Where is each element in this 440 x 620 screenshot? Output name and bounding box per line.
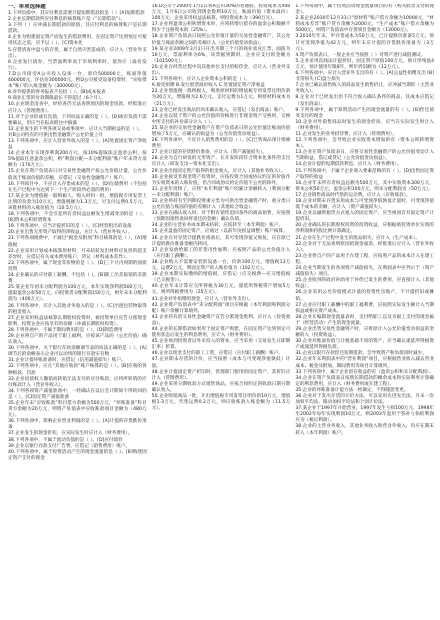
question-paragraph: 3.下列（ ）应冲减长期借款的原值，其应付利息的核算账户是长期借款。 <box>8 23 147 35</box>
question-paragraph: 14.企业计提的短期借款利息，应计入（财务费用）。 <box>295 162 402 168</box>
question-paragraph: 5.存货清查中盘亏的存货，属于自然灾害造成的，应计入（营业外支出）。 <box>8 47 147 59</box>
question-paragraph: 13.企业在资产负债表日，应将交易性金融资产的公允价值变动计入当期损益，借记或贷记（公允价值变动损益）。 <box>295 150 434 162</box>
question-paragraph: 23.下列各项中，属于现金等价物的是（ ）。[D]三个月内到期的国债投资 <box>8 260 147 272</box>
question-paragraph: 24.企业当期发生的各项资产减值损失，在利润表中应列示于（资产减值损失）项目。 <box>295 266 434 278</box>
question-paragraph: 41.企业对外捐赠的现金，应计入（营业外支出）。 <box>151 296 254 302</box>
question-paragraph: 2.某企业2010年12月31日“原材料”账户借方余额为10000元，“材料成本差异”账户贷方余额为2000元，“生产成本”账户借方余额为5000元，则资产负债表中存货项目金额为（13000元）。 <box>295 16 434 34</box>
question-paragraph: 12.企业发生的下列各项交易或事项中，应计入当期损益的是（ ）。 <box>8 126 144 132</box>
question-paragraph: 22.企业增值税一般纳税人，购进原材料的增值税专用发票注明价款为20万元，增值税为2.6万元，支付运费为1万元，则原材料成本为（21万元）。 <box>151 89 291 107</box>
question-paragraph: 29.企业将自产的产品用于职工福利，应按该产品的（公允价值）确认收入。 <box>8 333 147 346</box>
question-paragraph: 2.企业长期借款所应付利息的核算账户是（“长期借款”）。 <box>8 17 126 23</box>
question-paragraph: 16.企业年末所有者权益总额为500万元，其中实收资本300万元，资本公积50万元，盈余公积100万元，则未分配利润为（50万元）。 <box>295 180 434 192</box>
question-paragraph: 21.企业在生产过程中发生的废品损失，应计入（生产成本）。 <box>295 235 420 241</box>
question-paragraph: 27.企业计提的存货跌价准备，应计入（资产减值损失）。 <box>151 150 267 156</box>
question-paragraph: 17.企业销售商品时代垫的运杂费，应计入（应收账款）。 <box>295 192 411 198</box>
column-right <box>295 4 434 618</box>
question-paragraph: 31.企业以银行存款偿还短期借款，会导致资产和负债同时减少。 <box>295 351 427 357</box>
question-paragraph: 35.企业的坏账准备计提方法一经确定，不得随意变更。 <box>295 387 409 393</box>
question-paragraph: 19.企业以融资租赁方式租入的固定资产，应当视同自有固定资产计提折旧。 <box>295 211 434 223</box>
question-paragraph: 11.企业发生的业务招待费，应计入（管理费用）。 <box>295 131 397 137</box>
question-paragraph: 48.企业计提固定资产折旧时，管理部门使用的固定资产，其折旧应计入（管理费用）。 <box>151 369 291 381</box>
question-paragraph: 34.企业在资产负债表日按照长期借款的摊余成本和实际利率计算确定的利息费用，应计入（财务费用或在建工程）。 <box>295 375 434 387</box>
question-paragraph: 31.企业年度终了，应将“本年利润”账户的累计余额转入（利润分配—未分配利润）账户。 <box>151 186 291 198</box>
question-paragraph: 40.下列各项中，属于投资活动产生的现金流量的是（ ）。[B]购建固定资产支付的现金 <box>8 449 147 461</box>
question-paragraph: 20.企业确认的长期股权投资的投资收益，应根据被投资单位实现的净利润和持股比例计算确定。 <box>295 223 434 235</box>
question-paragraph: 38.企业的主营业务收入、其他业务收入和营业外收入，均应在期末转入（本年利润）账户。 <box>295 424 434 436</box>
question-paragraph: 37.企业发生的现金折扣，在实际发生时应计入（财务费用）。 <box>8 431 133 437</box>
question-paragraph: 7.D公司接受A公司投入设备一台，原价500000元，账面净值400000元，评估价300000元，则D公司接受设备投资时，“实收资本”账户的入账金额为（300000元）。 <box>8 71 147 90</box>
question-paragraph: 28.企业为自行研发的无形资产，在开发阶段符合资本化条件的支出应计入（研发支出—资本化支出）。 <box>151 156 291 168</box>
question-paragraph: 11.对于企业的或有负债，下列说法正确的是（ ）。[D]或有负债不需要确认，但应当在报表附注中披露 <box>8 114 147 126</box>
question-paragraph: 27.企业采用权益法核算长期股权投资时，被投资单位宣告分派现金股利，投资企业应按享有的份额（冲减长期股权投资）。 <box>8 315 147 327</box>
question-paragraph: 37.某企业于1997年开始营业，1997年发生亏损100万元，1998年至2002年每年实现利润10万元，则2003年起用于弥补亏损的利润应为（税后利润）。 <box>295 406 434 424</box>
question-paragraph: 19.下列各项中，应当计提折旧的是（ ）。[C]经营租出的设备 <box>8 224 132 230</box>
question-paragraph: 17.企业将盈余公积转增资本时，应将转增后留存的盈余公积数额不得少于注册资本的（25%）。 <box>151 22 291 34</box>
question-paragraph: 13.下列各项中，应计入营业外收入的是（ ）。[A]处置固定资产净收益 <box>8 138 147 151</box>
question-paragraph: 对B公司持有的可供出售金融资产公允价值上升 <box>8 132 104 138</box>
question-paragraph: 15.企业在资产负债表日对交易性金融资产按公允价值计量，公允价值高于账面价值的差额，应借记（交易性金融资产）账户。 <box>8 169 147 181</box>
question-paragraph: 24.企业以低于资产的公允价值的价格进行非现金资产交换时，交换中所支付的补价部分计入（ ）。 <box>151 113 291 125</box>
question-paragraph: 50.企业赊销商品一批，开出增值税专用发票注明价款10万元，增值税1.3万元，代垫运费0.2万元，则应收账款入账金额为（11.5万元）。 <box>151 394 291 412</box>
question-paragraph: 18.下列各项中，不会引起所有者权益总额发生增减变动的是（ ）。[B]资本公积转增资本 <box>8 212 147 224</box>
question-paragraph: 17.某企业为增值税一般纳税人，购入材料一批，增值税专用发票上注明的价款为10万元，增值税额为1.3万元，另支付运费0.5万元，该批材料的入账价值为（10.5万元）。 <box>8 193 147 211</box>
question-paragraph: 3.2010年年末，甲存货成本为50万元，已计提跌价准备5万元，预计可变现净值为42万元，则年末应计提的存货跌价准备为（3万元）。 <box>295 34 434 52</box>
question-paragraph: 23.企业将自产的产品用于在建工程，应按照产品的成本计入在建工程。 <box>295 253 434 265</box>
question-paragraph: 6.下列各项中，应计入营业外支出的有（ ）。[A]公益性捐赠支出 [B]非常损失 [C]盘亏损失 <box>295 71 434 83</box>
question-paragraph: 27.企业应付职工薪酬中的职工福利费，应按照实际发生额计入当期损益或相关资产成本。 <box>295 302 434 314</box>
question-paragraph: 16.下列项目中，不应计入存货成本的是（ ）。[D]仓储费用（不包括在生产过程中为达到下一个生产阶段所必需的费用） <box>8 181 147 193</box>
question-paragraph: 47.企业期末存货的计价，应当按照（成本与可变现净值孰低）计量。 <box>151 357 291 369</box>
question-paragraph: 21.下列各项税费中，不通过“税金及附加”科目核算的是（ ）。[A]增值税 <box>8 236 147 248</box>
question-paragraph: 25.某企业的交易性金融资产在资产负债表日的公允价值比账面价值增加了5万元，应确认的损益为（公允价值变动收益）。 <box>151 125 291 137</box>
text-columns <box>8 4 434 618</box>
question-paragraph: 1.下列负债中，其应付利息需要计提短期借款的是（ ）[A]短期借款 <box>8 11 145 16</box>
question-paragraph: 30.下列各项中，关于银行存款余额调节表的说法正确的是（ ）。[A]调节后的余额表示企业可以动用的银行存款实有数 <box>8 346 147 358</box>
question-paragraph: 26.下列各项中，应计入其他业务收入的是（ ）。[C]出租包装物取得的租金收入 <box>8 303 147 315</box>
question-paragraph: 20.企业出售无形资产取得的净收益，应计入（营业外收入）。 <box>8 230 133 236</box>
question-paragraph: 46.企业以现金支付的职工工资，应借记（应付职工薪酬）账户。 <box>151 351 284 357</box>
question-paragraph: 12.下列各项中，会导致企业实收资本增加的有（资本公积转增资本）。 <box>295 138 434 150</box>
question-paragraph: 14.企业本年实现净利润200万元，按10%提取法定盈余公积，按5%提取任意盈余公积，则“利润分配—未分配利润”账户年末贷方余额为（170万元）。 <box>8 151 147 169</box>
question-paragraph: 15.下列各项中，不属于企业收入要素范畴的有（ ）。[D]出售固定资产取得的收益 <box>295 168 434 180</box>
question-paragraph: 30.企业接受非现金资产投资时，应按投资合同或协议约定的价值作为实收资本的入账价值，但合同或协议约定价值不公允的除外。 <box>151 174 291 186</box>
question-paragraph: 45.企业收到投资者以外币投入的资本，应当采用（交易发生日即期汇率）折算。 <box>151 339 291 351</box>
question-paragraph: 8.对外提供的财务报表不包括（ ）。[B]成本报表 <box>8 90 106 96</box>
question-paragraph: 29.企业出租固定资产取得的租金收入，应计入（其他业务收入）。 <box>151 168 286 174</box>
column-left <box>8 4 147 618</box>
question-paragraph: 18.企业对期末存货采用成本与可变现净值孰低计量时，可变现净值低于成本的差额，应计入（资产减值损失）。 <box>295 199 434 211</box>
question-paragraph: 28.企业在编制现金流量表时，支付给职工以及为职工支付的现金属于（经营活动）产生的现金流量。 <box>295 314 434 326</box>
question-paragraph: 22.企业采用计划成本核算原材料，月末结转发出材料应负担的超支差异时，应借记有关成本费用账户，贷记（材料成本差异）。 <box>8 248 147 260</box>
question-paragraph: 35.企业盘盈的固定资产，应通过（以前年度损益调整）账户核算。 <box>151 229 288 235</box>
question-paragraph: 30.企业对账面价值与计税基础不同的资产，应当确认递延所得税资产或递延所得税负债。 <box>295 339 434 351</box>
question-paragraph: 38.企业购入不需要安装的设备一台，价款100万元，增值税13万元，运费2万元，则固定资产的入账价值为（102万元）。 <box>151 259 291 272</box>
question-paragraph: 31.企业计提坏账准备时，应借记（信用减值损失）账户。 <box>8 358 126 364</box>
question-paragraph: 25.某企业年初未分配利润为100万元，本年实现净利润500万元，提取盈余公积50万元，向投资者分配利润150万元，则年末未分配利润为（400万元）。 <box>8 285 147 303</box>
question-paragraph: 10.企业对外销售商品时发生的现金折扣，应当在实际发生时计入（财务费用）。 <box>295 119 434 131</box>
question-paragraph: 36.企业对于发出存货的计价方法，可以采用先进先出法、月末一次加权平均法、移动加权平均法和个别计价法。 <box>295 394 434 406</box>
question-paragraph: 25.企业收到的政府补助用于补偿已发生的费用，应直接计入（其他收益）。 <box>295 278 434 290</box>
question-paragraph: 33.下列各项中，属于企业留存收益的有（盈余公积和未分配利润）。 <box>295 369 434 375</box>
question-paragraph: 39.企业本期实际缴纳的增值税，应借记（应交税费—应交增值税（已交税金））。 <box>151 272 291 284</box>
question-paragraph: 4.企业为购建固定资产而发生的借款费用，在固定资产达到预定可使用状态之前，应予以（ ）。[C]资本化 <box>8 35 147 47</box>
question-paragraph: 28.下列各项中，不属于期间费用的是（ ）。[D]制造费用 <box>8 327 123 333</box>
question-paragraph: 33.企业因债权人撤销而转销无法支付的应付账款，应将所转销的应付账款计入（营业外收入）。 <box>8 376 147 388</box>
question-paragraph: 39.企业以银行存款支付广告费，应借记（销售费用）账户。 <box>8 443 131 449</box>
question-paragraph: 32.企业年末利润表中的“营业利润”项目，应根据营业收入减去营业成本、税金及附加、期间费用等项目计算填列。 <box>295 357 434 369</box>
question-paragraph: 44.企业的长期借款如果用于固定资产购建，在固定资产达到预定可使用状态后发生的利息费用，应计入（财务费用）。 <box>151 326 291 339</box>
question-paragraph: 35.企业年末“应收账款”科目借方余额为500万元，“坏账准备”科目贷方余额为20万元，则资产负债表中应收账款项目金额为（480万元）。 <box>8 401 147 419</box>
question-paragraph: 33.企业在确认收入时，对于附有销售退回条件的商品销售，应按照（预期因销售退回将退还的金额）确认负债。 <box>151 211 291 223</box>
question-paragraph: 8.企业对于已经发出但不符合收入确认条件的商品，其成本应借记（发出商品）。 <box>295 95 434 107</box>
question-paragraph: 16.D公司于2000年1月1日将A公司30%的普通股，投资成本为400万元，1月6日公司收到现金股利10万元，账面价值（资本溢价）100万元，企业采用权益法核算，则投资成本为（390万元）。 <box>151 4 291 22</box>
question-paragraph: 9.商业汇票的付款期限最长不得超过（6个月）。 <box>8 96 105 102</box>
question-paragraph: 20.企业在经营过程中向其他单位支付的赔偿金，应计入（营业外支出）。 <box>151 64 291 77</box>
section-heading: 一、单项选择题 <box>8 4 46 10</box>
question-paragraph: 24.企业确认的应付职工薪酬，不包括（ ）。[B]职工出差报销的差旅费 <box>8 273 147 285</box>
column-middle <box>152 4 291 618</box>
question-paragraph: 7.企业已确认销售收入的商品发生销售折让，应冲减当期的（主营业务收入）。 <box>295 83 434 95</box>
question-paragraph: 37.企业发放给职工的非货币性福利，应按照产品的公允价值计入（应付职工薪酬）。 <box>151 247 291 259</box>
question-paragraph: 32.企业将持有至到期投资重分类为可供出售金融资产时，重分类日公允价值与账面价值的差额计入（其他综合收益）。 <box>151 199 291 211</box>
question-paragraph: 36.下列各项中，影响企业营业利润的是（ ）。[A]计提的存货跌价准备 <box>8 419 147 431</box>
question-paragraph: 26.下列各项中，不应计入销售费用的是（ ）。[C]已售商品预计保修费用 <box>151 138 291 150</box>
question-paragraph: 32.下列各项中，应在“其他应收款”账户核算的是（ ）。[B]应收的各种赔款、罚款 <box>8 364 147 376</box>
question-paragraph: 43.企业持有的交易性金融资产宣告分派现金股利，应计入（投资收益）。 <box>151 314 291 326</box>
question-paragraph: 40.企业年末计算应交所得税为30万元，递延所得税资产增加5万元，则所得税费用为（25万元）。 <box>151 284 291 296</box>
question-paragraph: A.接受捐赠 B.发行股票溢价收入 C.处置固定资产净收益 <box>151 83 265 89</box>
question-paragraph: 4.资产负债表日，一般企业应当按照（ ）对资产进行减值测试。 <box>295 52 426 58</box>
question-paragraph: 19.某企业2009年3月1日开出为期三个月的商业承兑汇票，面值为10万元，票面利率为6%，该票据到期时，企业应支付的金额为（101500元）。 <box>151 46 291 64</box>
question-paragraph: 23.企业已经发出商品但尚未确认收入，应借记（发出商品）账户。 <box>151 107 288 113</box>
question-paragraph: 9.下列各项中，属于筹资活动产生的现金流量的有（ ）。[B]偿还债务支付的现金 <box>295 107 434 119</box>
question-paragraph: 1.下列每项中，属于投资活动现金流量项目的有（购买股票支付的现金）。 <box>295 4 434 16</box>
question-paragraph: 18.企业资产负债表日按照公允价值计量的交易性金融资产，其公允价值与账面余额之间的差额计入（公允价值变动损益）。 <box>151 34 291 46</box>
question-paragraph: 49.企业采用分期收款方式销售商品，应按合同约定的收款日期分期确认收入。 <box>151 381 291 393</box>
question-paragraph: 42.企业资产负债表中“未分配利润”项目应根据（本年利润和利润分配）账户余额计算填列。 <box>151 302 291 314</box>
question-paragraph: 10.企业现金清查中，经检查仍无法查明原因的现金短款，经批准后应计入（管理费用）。 <box>8 102 147 114</box>
question-paragraph: 22.企业对于无法查明原因的现金溢余，经批准后应计入（营业外收入）。 <box>295 241 434 253</box>
question-paragraph: 6.企业发行债券，当票面利率高于市场利率时，债券应（溢价发行）。 <box>8 59 147 71</box>
question-paragraph: 26.企业采用公允价值模式计量的投资性房地产，不计提折旧或摊销。 <box>295 290 434 302</box>
question-paragraph: 34.下列各项资产减值准备中，一经确认在以后会计期间不得转回的是（ ）。[C]固定资产减值准备 <box>8 388 147 400</box>
question-paragraph: 36.企业在对存货计提跌价准备后，其可变现净值又恢复，应在原已计提的跌价准备金额内转回。 <box>151 235 291 247</box>
question-paragraph: 21.下列各项中，应计入企业资本公积的是（ ）。 <box>151 77 251 83</box>
question-paragraph: 38.下列各项中，不属于流动负债的是（ ）。[D]应付债券 <box>8 437 123 443</box>
question-paragraph: 34.企业的主营业务成本期末结转，应结转至（本年利润）账户。 <box>151 223 284 229</box>
question-paragraph: 29.企业出售交易性金融资产时，应将原计入公允价值变动损益的金额转入（投资收益）。 <box>295 326 434 339</box>
question-paragraph: 5.企业采用直线法计提折旧，固定资产原值100万元，预计净残值4万元，预计使用年限8年，则年折旧额为（12万元）。 <box>295 58 434 70</box>
